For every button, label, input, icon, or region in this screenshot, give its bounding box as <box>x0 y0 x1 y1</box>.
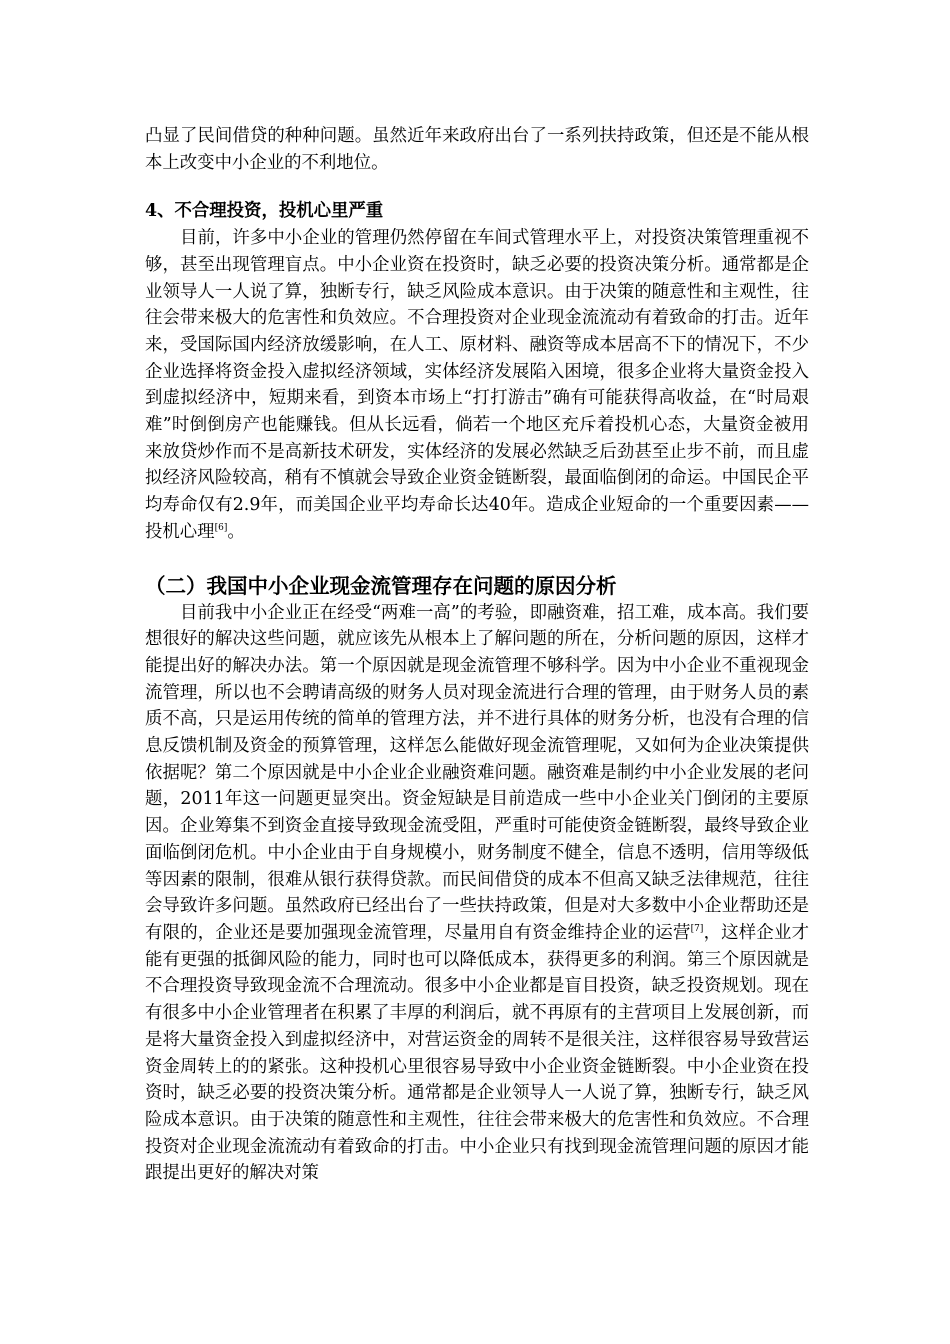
subsection-4-text: 目前，许多中小企业的管理仍然停留在车间式管理水平上，对投资决策管理重视不够，甚至出现管理盲点。中小企业资在投资时，缺乏必要的投资决策分析。通常都是企业领导人一人说了算，独断专行，缺乏风险成本意识。由于决策的随意性和主观性，往往会带来极大的危害性和负效应。不合理投资对企业现金流流动有着致命的打击。近年来，受国际国内经济放缓影响，在人工、原材料、融资等成本居高不下的情况下，不少企业选择将资金投入虚拟经济领域，实体经济发展陷入困境，很多企业将大量资金投入到虚拟经济中，短期来看，到资本市场上“打打游击”确有可能获得高收益，在“时局艰难”时倒倒房产也能赚钱。但从长远看，倘若一个地区充斥着投机心态，大量资金被用来放贷炒作而不是高新技术研发，实体经济的发展必然缺乏后劲甚至止步不前，而且虚拟经济风险较高，稍有不慎就会导致企业资金链断裂，最面临倒闭的命运。中国民企平均寿命仅有2.9年，而美国企业平均寿命长达40年。造成企业短命的一个重要因素——投机心理 <box>145 228 809 542</box>
citation-7: [7] <box>690 924 704 935</box>
document-body <box>145 123 809 1187</box>
section-2-paragraph <box>145 600 809 1187</box>
subsection-4-heading: 4、不合理投资，投机心里严重 <box>145 201 384 222</box>
subsection-4-paragraph <box>145 225 809 545</box>
subsection-4-end: 。 <box>227 521 245 542</box>
section-2-text-part2: ，这样企业才能有更强的抵御风险的能力，同时也可以降低成本，获得更多的利润。第三个原因就是不合理投资导致现金流不合理流动。很多中小企业都是盲目投资，缺乏投资规划。现在有很多中小企业管理者在积累了丰厚的利润后，就不再原有的主营项目上发展创新，而是将大量资金投入到虚拟经济中，对营运资金的周转不是很关注，这样很容易导致营运资金周转上的的紧张。这种投机心里很容易导致中小企业资金链断裂。中小企业资在投资时，缺乏必要的投资决策分析。通常都是企业领导人一人说了算，独断专行，缺乏风险成本意识。由于决策的随意性和主观性，往往会带来极大的危害性和负效应。不合理投资对企业现金流流动有着致命的打击。中小企业只有找到现金流管理问题的原因才能跟提出更好的解决对策 <box>145 922 809 1184</box>
section-2-text-part1: 目前我中小企业正在经受“两难一高”的考验，即融资难，招工难，成本高。我们要想很好的解决这些问题，就应该先从根本上了解问题的所在，分析问题的原因，这样才能提出好的解决办法。第一个原因就是现金流管理不够科学。因为中小企业不重视现金流管理，所以也不会聘请高级的财务人员对现金流进行合理的管理，由于财务人员的素质不高，只是运用传统的简单的管理方法，并不进行具体的财务分析，也没有合理的信息反馈机制及资金的预算管理，这样怎么能做好现金流管理呢，又如何为企业决策提供依据呢？第二个原因就是中小企业企业融资难问题。融资难是制约中小企业发展的老问题，2011年这一问题更显突出。资金短缺是目前造成一些中小企业关门倒闭的主要原因。企业筹集不到资金直接导致现金流受阻，严重时可能使资金链断裂，最终导致企业面临倒闭危机。中小企业由于自身规模小，财务制度不健全，信息不透明，信用等级低等因素的限制，很难从银行获得贷款。而民间借贷的成本不但高又缺乏法律规范，往往会导致许多问题。虽然政府已经出台了一些扶持政策，但是对大多数中小企业帮助还是有限的，企业还是要加强现金流管理，尽量用自有资金维持企业的运营 <box>145 602 809 943</box>
citation-6: [6] <box>214 523 228 534</box>
section-2-heading: （二）我国中小企业现金流管理存在问题的原因分析 <box>145 573 617 598</box>
intro-paragraph: 凸显了民间借贷的种种问题。虽然近年来政府出台了一系列扶持政策，但还是不能从根本上改变中小企业的不利地位。 <box>145 126 809 173</box>
